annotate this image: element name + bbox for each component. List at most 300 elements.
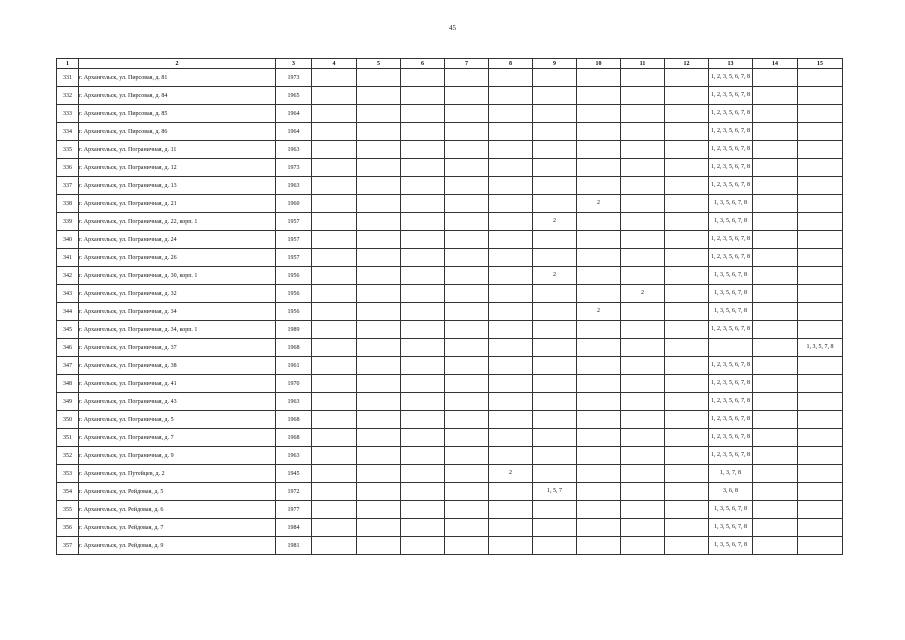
table-row: [57, 123, 843, 141]
value-cell-col-7: [445, 267, 489, 285]
value-cell-col-14: [753, 159, 798, 177]
value-cell-col-7: [445, 411, 489, 429]
value-cell-col-13: 1, 3, 5, 6, 7, 8: [709, 501, 753, 519]
value-cell-col-9: [533, 105, 577, 123]
value-cell-col-10: [577, 69, 621, 87]
value-cell-col-10: [577, 231, 621, 249]
column-header-8: 8: [489, 59, 533, 69]
address-cell: г. Архангельск, ул. Пограничная, д. 26: [79, 249, 276, 267]
value-cell-col-12: [665, 69, 709, 87]
value-cell-col-6: [401, 231, 445, 249]
value-cell-col-11: [621, 339, 665, 357]
address-cell: г. Архангельск, ул. Рейдовая, д. 6: [79, 501, 276, 519]
value-cell-col-8: [489, 501, 533, 519]
value-cell-col-6: [401, 393, 445, 411]
value-cell-col-14: [753, 249, 798, 267]
value-cell-col-7: [445, 393, 489, 411]
year-cell: 1956: [276, 285, 312, 303]
value-cell-col-10: [577, 141, 621, 159]
value-cell-col-8: [489, 105, 533, 123]
value-cell-col-10: 2: [577, 303, 621, 321]
value-cell-col-5: [357, 465, 401, 483]
year-cell: 1963: [276, 393, 312, 411]
value-cell-col-10: [577, 519, 621, 537]
column-header-11: 11: [621, 59, 665, 69]
value-cell-col-5: [357, 429, 401, 447]
year-cell: 1972: [276, 483, 312, 501]
table-row: [57, 267, 843, 285]
column-header-15: 15: [798, 59, 843, 69]
table-row: [57, 285, 843, 303]
year-cell: 1973: [276, 69, 312, 87]
value-cell-col-8: [489, 537, 533, 555]
value-cell-col-9: [533, 339, 577, 357]
table-row: [57, 213, 843, 231]
table-row: [57, 141, 843, 159]
value-cell-col-11: [621, 249, 665, 267]
value-cell-col-15: [798, 447, 843, 465]
value-cell-col-14: [753, 429, 798, 447]
table-row: [57, 483, 843, 501]
table-row: [57, 465, 843, 483]
value-cell-col-5: [357, 69, 401, 87]
address-cell: г. Архангельск, ул. Пограничная, д. 13: [79, 177, 276, 195]
value-cell-col-12: [665, 519, 709, 537]
value-cell-col-9: [533, 141, 577, 159]
column-header-14: 14: [753, 59, 798, 69]
value-cell-col-13: 1, 2, 3, 5, 6, 7, 8: [709, 357, 753, 375]
value-cell-col-9: [533, 447, 577, 465]
value-cell-col-7: [445, 537, 489, 555]
value-cell-col-5: [357, 303, 401, 321]
value-cell-col-4: [312, 69, 357, 87]
value-cell-col-6: [401, 249, 445, 267]
value-cell-col-8: [489, 411, 533, 429]
value-cell-col-9: [533, 375, 577, 393]
table-row: [57, 249, 843, 267]
value-cell-col-13: 1, 2, 3, 5, 6, 7, 8: [709, 411, 753, 429]
year-cell: 1960: [276, 195, 312, 213]
value-cell-col-11: [621, 123, 665, 141]
value-cell-col-4: [312, 519, 357, 537]
value-cell-col-4: [312, 249, 357, 267]
value-cell-col-14: [753, 177, 798, 195]
value-cell-col-7: [445, 87, 489, 105]
value-cell-col-8: [489, 303, 533, 321]
value-cell-col-14: [753, 267, 798, 285]
value-cell-col-8: [489, 123, 533, 141]
year-cell: 1963: [276, 177, 312, 195]
row-number-cell: 342: [57, 267, 79, 285]
value-cell-col-12: [665, 87, 709, 105]
value-cell-col-6: [401, 105, 445, 123]
value-cell-col-9: [533, 357, 577, 375]
year-cell: 1981: [276, 537, 312, 555]
row-number-cell: 349: [57, 393, 79, 411]
value-cell-col-15: [798, 285, 843, 303]
column-header-9: 9: [533, 59, 577, 69]
value-cell-col-5: [357, 267, 401, 285]
value-cell-col-13: 1, 3, 5, 6, 7, 8: [709, 195, 753, 213]
value-cell-col-12: [665, 411, 709, 429]
address-cell: г. Архангельск, ул. Пирсовая, д. 84: [79, 87, 276, 105]
value-cell-col-15: [798, 105, 843, 123]
value-cell-col-6: [401, 321, 445, 339]
value-cell-col-9: [533, 285, 577, 303]
value-cell-col-11: [621, 375, 665, 393]
value-cell-col-10: [577, 177, 621, 195]
value-cell-col-15: [798, 195, 843, 213]
value-cell-col-12: [665, 429, 709, 447]
value-cell-col-4: [312, 321, 357, 339]
value-cell-col-10: [577, 249, 621, 267]
address-cell: г. Архангельск, ул. Пограничная, д. 24: [79, 231, 276, 249]
value-cell-col-14: [753, 321, 798, 339]
value-cell-col-12: [665, 321, 709, 339]
value-cell-col-10: [577, 213, 621, 231]
value-cell-col-8: [489, 321, 533, 339]
value-cell-col-15: [798, 429, 843, 447]
table-row: [57, 69, 843, 87]
value-cell-col-12: [665, 537, 709, 555]
value-cell-col-6: [401, 285, 445, 303]
value-cell-col-13: 1, 2, 3, 5, 6, 7, 8: [709, 429, 753, 447]
value-cell-col-14: [753, 375, 798, 393]
column-header-10: 10: [577, 59, 621, 69]
value-cell-col-6: [401, 123, 445, 141]
table-header-row: [57, 59, 843, 69]
value-cell-col-11: [621, 159, 665, 177]
value-cell-col-5: [357, 321, 401, 339]
value-cell-col-4: [312, 375, 357, 393]
value-cell-col-10: [577, 465, 621, 483]
value-cell-col-13: 3, 6, 8: [709, 483, 753, 501]
value-cell-col-15: [798, 231, 843, 249]
row-number-cell: 338: [57, 195, 79, 213]
value-cell-col-8: [489, 357, 533, 375]
row-number-cell: 345: [57, 321, 79, 339]
value-cell-col-4: [312, 303, 357, 321]
value-cell-col-6: [401, 447, 445, 465]
value-cell-col-13: 1, 3, 5, 6, 7, 8: [709, 519, 753, 537]
value-cell-col-4: [312, 159, 357, 177]
value-cell-col-12: [665, 375, 709, 393]
address-cell: г. Архангельск, ул. Пограничная, д. 21: [79, 195, 276, 213]
value-cell-col-8: [489, 195, 533, 213]
value-cell-col-4: [312, 393, 357, 411]
value-cell-col-14: [753, 411, 798, 429]
year-cell: 1957: [276, 213, 312, 231]
table-row: [57, 393, 843, 411]
value-cell-col-5: [357, 177, 401, 195]
value-cell-col-13: 1, 2, 3, 5, 6, 7, 8: [709, 231, 753, 249]
value-cell-col-12: [665, 141, 709, 159]
value-cell-col-14: [753, 483, 798, 501]
value-cell-col-4: [312, 429, 357, 447]
address-cell: г. Архангельск, ул. Рейдовая, д. 7: [79, 519, 276, 537]
value-cell-col-7: [445, 465, 489, 483]
row-number-cell: 353: [57, 465, 79, 483]
address-cell: г. Архангельск, ул. Пограничная, д. 30, корп. 1: [79, 267, 276, 285]
value-cell-col-7: [445, 123, 489, 141]
value-cell-col-14: [753, 519, 798, 537]
value-cell-col-13: 1, 2, 3, 5, 6, 7, 8: [709, 249, 753, 267]
year-cell: 1956: [276, 303, 312, 321]
value-cell-col-7: [445, 519, 489, 537]
value-cell-col-10: [577, 537, 621, 555]
value-cell-col-5: [357, 483, 401, 501]
table-row: [57, 105, 843, 123]
value-cell-col-4: [312, 267, 357, 285]
table-row: [57, 339, 843, 357]
value-cell-col-4: [312, 231, 357, 249]
year-cell: 1973: [276, 159, 312, 177]
address-cell: г. Архангельск, ул. Рейдовая, д. 5: [79, 483, 276, 501]
address-cell: г. Архангельск, ул. Пограничная, д. 41: [79, 375, 276, 393]
value-cell-col-14: [753, 393, 798, 411]
address-cell: г. Архангельск, ул. Пограничная, д. 32: [79, 285, 276, 303]
value-cell-col-8: [489, 249, 533, 267]
value-cell-col-13: 1, 2, 3, 5, 6, 7, 8: [709, 321, 753, 339]
year-cell: 1963: [276, 447, 312, 465]
value-cell-col-15: [798, 501, 843, 519]
value-cell-col-15: [798, 69, 843, 87]
table-row: [57, 177, 843, 195]
value-cell-col-6: [401, 303, 445, 321]
year-cell: 1963: [276, 141, 312, 159]
value-cell-col-8: [489, 87, 533, 105]
value-cell-col-4: [312, 465, 357, 483]
value-cell-col-4: [312, 447, 357, 465]
value-cell-col-12: [665, 195, 709, 213]
value-cell-col-10: [577, 411, 621, 429]
value-cell-col-13: 1, 2, 3, 5, 6, 7, 8: [709, 69, 753, 87]
value-cell-col-7: [445, 213, 489, 231]
value-cell-col-12: [665, 177, 709, 195]
address-cell: г. Архангельск, ул. Пограничная, д. 9: [79, 447, 276, 465]
value-cell-col-9: [533, 501, 577, 519]
value-cell-col-11: [621, 231, 665, 249]
value-cell-col-7: [445, 105, 489, 123]
value-cell-col-14: [753, 195, 798, 213]
value-cell-col-11: [621, 87, 665, 105]
value-cell-col-7: [445, 483, 489, 501]
page-number: 45: [449, 24, 456, 32]
row-number-cell: 352: [57, 447, 79, 465]
value-cell-col-12: [665, 393, 709, 411]
value-cell-col-9: [533, 69, 577, 87]
value-cell-col-8: [489, 231, 533, 249]
row-number-cell: 341: [57, 249, 79, 267]
value-cell-col-10: 2: [577, 195, 621, 213]
value-cell-col-10: [577, 357, 621, 375]
value-cell-col-14: [753, 87, 798, 105]
address-cell: г. Архангельск, ул. Пирсовая, д. 86: [79, 123, 276, 141]
value-cell-col-9: [533, 195, 577, 213]
row-number-cell: 347: [57, 357, 79, 375]
row-number-cell: 335: [57, 141, 79, 159]
value-cell-col-15: [798, 213, 843, 231]
value-cell-col-13: 1, 2, 3, 5, 6, 7, 8: [709, 375, 753, 393]
value-cell-col-7: [445, 141, 489, 159]
value-cell-col-10: [577, 87, 621, 105]
value-cell-col-9: [533, 465, 577, 483]
value-cell-col-6: [401, 483, 445, 501]
table-row: [57, 375, 843, 393]
value-cell-col-6: [401, 519, 445, 537]
year-cell: 1965: [276, 87, 312, 105]
value-cell-col-6: [401, 465, 445, 483]
value-cell-col-13: 1, 2, 3, 5, 6, 7, 8: [709, 87, 753, 105]
value-cell-col-4: [312, 411, 357, 429]
value-cell-col-10: [577, 429, 621, 447]
table-row: [57, 519, 843, 537]
value-cell-col-10: [577, 285, 621, 303]
value-cell-col-4: [312, 339, 357, 357]
value-cell-col-15: [798, 123, 843, 141]
value-cell-col-6: [401, 141, 445, 159]
value-cell-col-11: [621, 537, 665, 555]
table-row: [57, 303, 843, 321]
value-cell-col-9: [533, 303, 577, 321]
value-cell-col-11: [621, 267, 665, 285]
value-cell-col-5: [357, 357, 401, 375]
value-cell-col-5: [357, 375, 401, 393]
value-cell-col-4: [312, 105, 357, 123]
value-cell-col-12: [665, 501, 709, 519]
table-row: [57, 87, 843, 105]
value-cell-col-6: [401, 267, 445, 285]
value-cell-col-15: [798, 411, 843, 429]
value-cell-col-7: [445, 375, 489, 393]
value-cell-col-5: [357, 501, 401, 519]
value-cell-col-13: 1, 3, 5, 6, 7, 8: [709, 537, 753, 555]
table-row: [57, 159, 843, 177]
value-cell-col-10: [577, 393, 621, 411]
value-cell-col-7: [445, 249, 489, 267]
row-number-cell: 356: [57, 519, 79, 537]
address-cell: г. Архангельск, ул. Пограничная, д. 11: [79, 141, 276, 159]
column-header-12: 12: [665, 59, 709, 69]
value-cell-col-9: [533, 321, 577, 339]
year-cell: 1989: [276, 321, 312, 339]
value-cell-col-7: [445, 501, 489, 519]
value-cell-col-14: [753, 69, 798, 87]
value-cell-col-15: [798, 393, 843, 411]
value-cell-col-13: 1, 2, 3, 5, 6, 7, 8: [709, 159, 753, 177]
value-cell-col-10: [577, 501, 621, 519]
address-cell: г. Архангельск, ул. Пограничная, д. 7: [79, 429, 276, 447]
row-number-cell: 334: [57, 123, 79, 141]
value-cell-col-6: [401, 87, 445, 105]
value-cell-col-7: [445, 429, 489, 447]
value-cell-col-11: [621, 321, 665, 339]
table-row: [57, 231, 843, 249]
value-cell-col-6: [401, 501, 445, 519]
address-cell: г. Архангельск, ул. Пограничная, д. 34: [79, 303, 276, 321]
value-cell-col-15: [798, 303, 843, 321]
value-cell-col-6: [401, 69, 445, 87]
value-cell-col-12: [665, 267, 709, 285]
value-cell-col-9: [533, 519, 577, 537]
value-cell-col-15: [798, 321, 843, 339]
value-cell-col-8: [489, 267, 533, 285]
year-cell: 1956: [276, 267, 312, 285]
column-header-1: 1: [57, 59, 79, 69]
value-cell-col-5: [357, 195, 401, 213]
address-cell: г. Архангельск, ул. Рейдовая, д. 9: [79, 537, 276, 555]
value-cell-col-7: [445, 159, 489, 177]
value-cell-col-13: 1, 3, 5, 6, 7, 8: [709, 285, 753, 303]
table-row: [57, 429, 843, 447]
row-number-cell: 333: [57, 105, 79, 123]
value-cell-col-5: [357, 285, 401, 303]
value-cell-col-7: [445, 195, 489, 213]
value-cell-col-9: [533, 123, 577, 141]
value-cell-col-14: [753, 339, 798, 357]
value-cell-col-9: [533, 159, 577, 177]
column-header-2: 2: [79, 59, 276, 69]
address-cell: г. Архангельск, ул. Пирсовая, д. 85: [79, 105, 276, 123]
value-cell-col-14: [753, 303, 798, 321]
row-number-cell: 355: [57, 501, 79, 519]
value-cell-col-8: [489, 519, 533, 537]
value-cell-col-6: [401, 177, 445, 195]
value-cell-col-11: [621, 447, 665, 465]
row-number-cell: 331: [57, 69, 79, 87]
value-cell-col-13: [709, 339, 753, 357]
row-number-cell: 348: [57, 375, 79, 393]
value-cell-col-8: [489, 177, 533, 195]
value-cell-col-8: 2: [489, 465, 533, 483]
address-cell: г. Архангельск, ул. Пограничная, д. 43: [79, 393, 276, 411]
value-cell-col-12: [665, 465, 709, 483]
value-cell-col-12: [665, 105, 709, 123]
value-cell-col-14: [753, 213, 798, 231]
row-number-cell: 337: [57, 177, 79, 195]
value-cell-col-5: [357, 105, 401, 123]
row-number-cell: 340: [57, 231, 79, 249]
value-cell-col-14: [753, 105, 798, 123]
year-cell: 1984: [276, 519, 312, 537]
year-cell: 1964: [276, 123, 312, 141]
address-cell: г. Архангельск, ул. Пограничная, д. 22, корп. 1: [79, 213, 276, 231]
row-number-cell: 339: [57, 213, 79, 231]
value-cell-col-8: [489, 393, 533, 411]
value-cell-col-9: [533, 231, 577, 249]
value-cell-col-14: [753, 465, 798, 483]
value-cell-col-11: [621, 69, 665, 87]
value-cell-col-7: [445, 303, 489, 321]
value-cell-col-5: [357, 87, 401, 105]
value-cell-col-15: [798, 357, 843, 375]
value-cell-col-12: [665, 447, 709, 465]
year-cell: 1957: [276, 249, 312, 267]
value-cell-col-11: [621, 411, 665, 429]
value-cell-col-15: [798, 465, 843, 483]
year-cell: 1961: [276, 357, 312, 375]
value-cell-col-8: [489, 429, 533, 447]
value-cell-col-11: [621, 303, 665, 321]
value-cell-col-12: [665, 303, 709, 321]
value-cell-col-10: [577, 105, 621, 123]
row-number-cell: 350: [57, 411, 79, 429]
value-cell-col-4: [312, 141, 357, 159]
value-cell-col-15: [798, 375, 843, 393]
value-cell-col-9: [533, 87, 577, 105]
value-cell-col-12: [665, 285, 709, 303]
value-cell-col-14: [753, 447, 798, 465]
